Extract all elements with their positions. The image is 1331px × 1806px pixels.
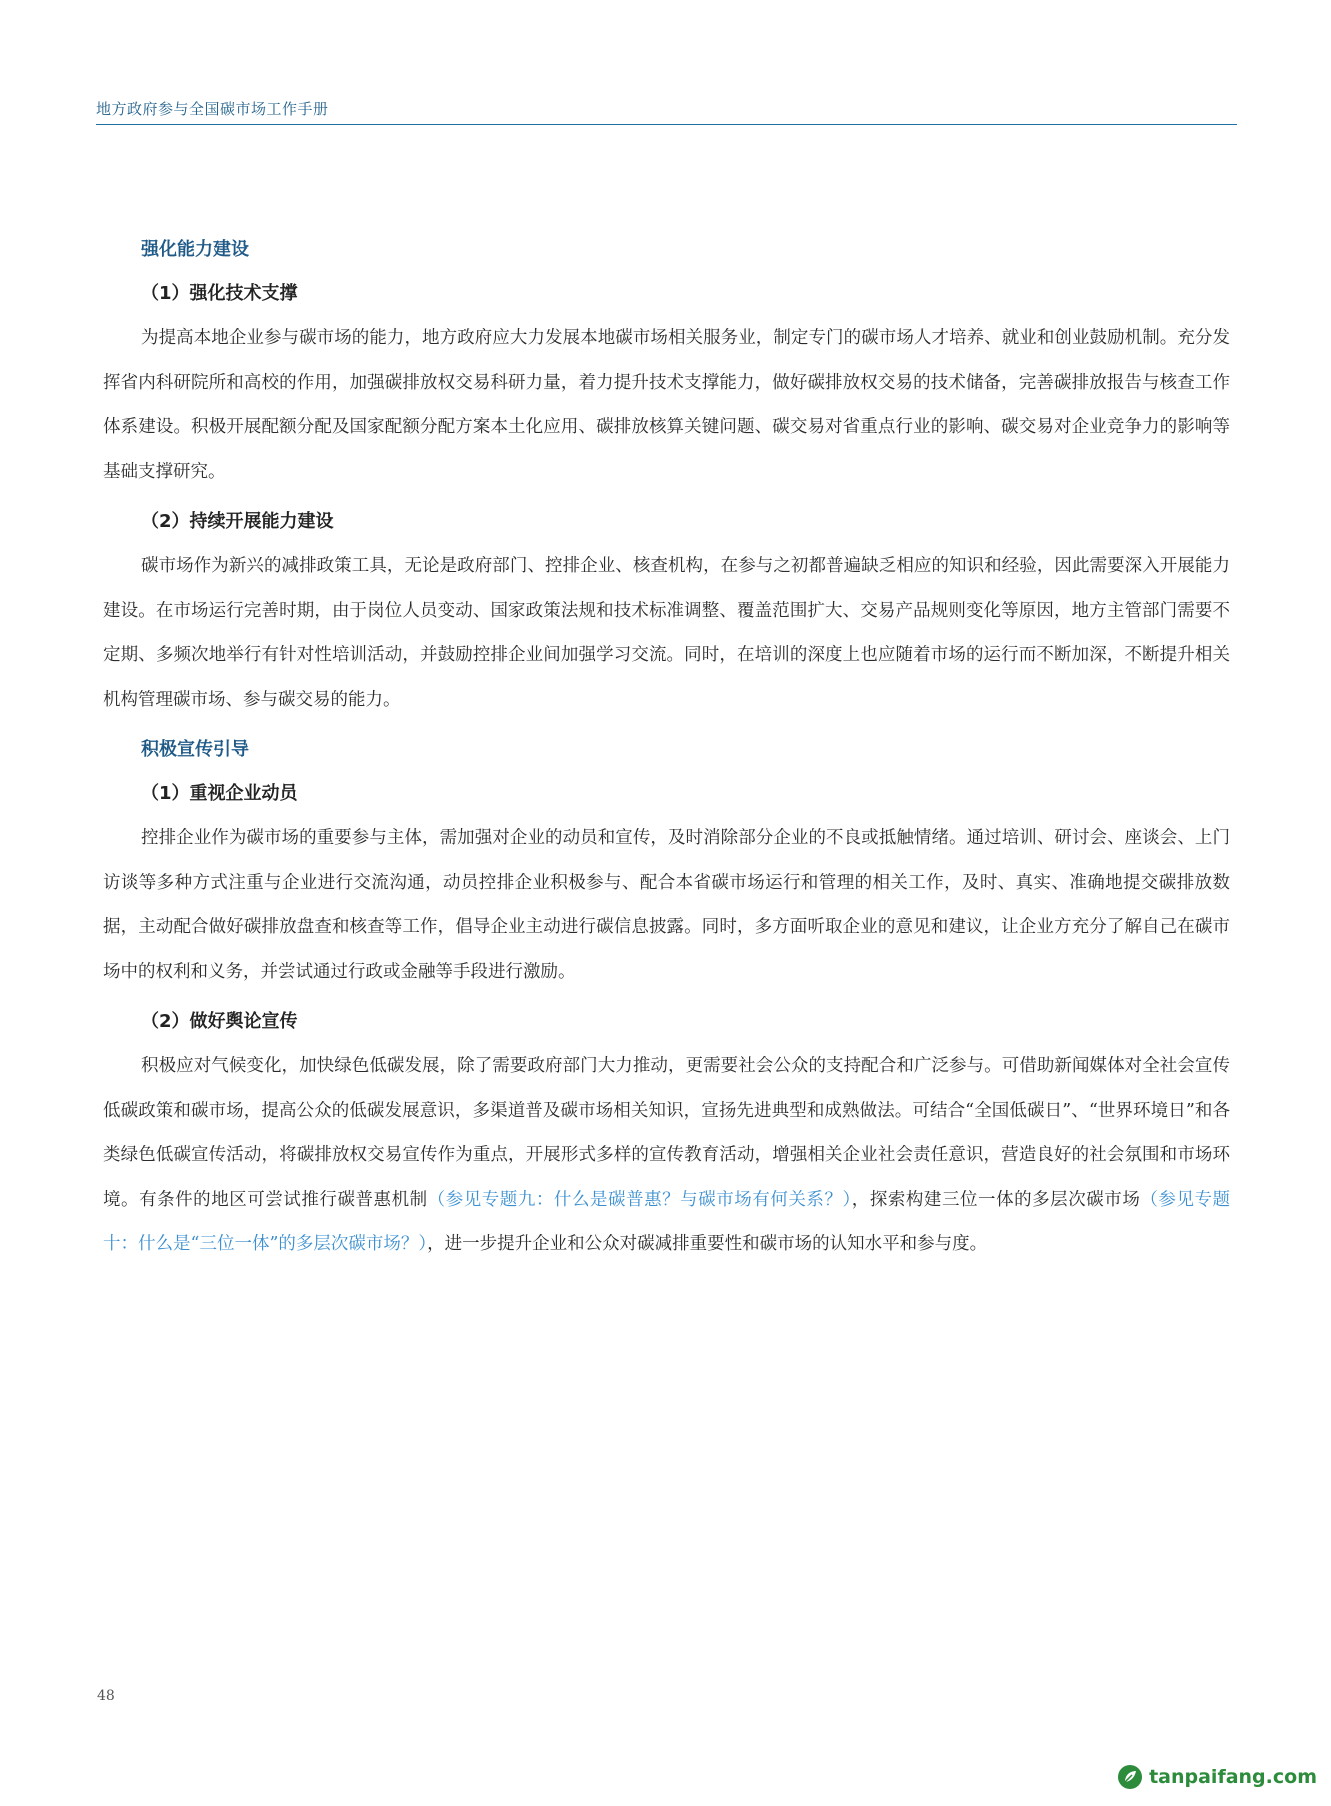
cross-reference-link-topic-9[interactable]: （参见专题九：什么是碳普惠？与碳市场有何关系？）	[427, 1189, 852, 1210]
section-title-publicity: 积极宣传引导	[141, 739, 249, 760]
paragraph-text-part-c: ，进一步提升企业和公众对碳减排重要性和碳市场的认知水平和参与度。	[427, 1234, 988, 1254]
paragraph-text-part-a: 积极应对气候变化，加快绿色低碳发展，除了需要政府部门大力推动，更需要社会公众的支持配合和广泛参与。可借助新闻媒体对全社会宣传低碳政策和碳市场，提高公众的低碳发展意识，多渠道普及碳市场相关知识，宣扬先进典型和成熟做法。可结合“全国低碳日”、“世界环境日”和各类绿色低碳宣传活动，将碳排放权交易宣传作为重点，开展形式多样的宣传教育活动，增强相关企业社会责任意识，营造良好的社会氛围和市场环境。有条件的地区可尝试推行碳普惠机制	[103, 1056, 1230, 1210]
subsection-title-public-opinion: （2）做好舆论宣传	[141, 1011, 298, 1032]
paragraph-tech-support: 为提高本地企业参与碳市场的能力，地方政府应大力发展本地碳市场相关服务业，制定专门的碳市场人才培养、就业和创业鼓励机制。充分发挥省内科研院所和高校的作用，加强碳排放权交易科研力量，着力提升技术支撑能力，做好碳排放权交易的技术储备，完善碳排放报告与核查工作体系建设。积极开展配额分配及国家配额分配方案本土化应用、碳排放核算关键问题、碳交易对省重点行业的影响、碳交易对企业竞争力的影响等基础支撑研究。	[103, 328, 1230, 482]
cross-reference-link-topic-10[interactable]: （参见专题十：什么是“三位一体”的多层次碳市场？）	[103, 1189, 1231, 1254]
running-header: 地方政府参与全国碳市场工作手册	[96, 100, 329, 118]
header-divider	[96, 124, 1237, 125]
main-content	[103, 228, 1230, 1273]
paragraph-text-part-b: ，探索构建三位一体的多层次碳市场	[851, 1189, 1141, 1210]
subsection-title-capacity-building: （2）持续开展能力建设	[141, 511, 334, 532]
page-number: 48	[97, 1688, 115, 1704]
subsection-title-tech-support: （1）强化技术支撑	[141, 283, 298, 304]
watermark-text: tanpaifang.com	[1149, 1766, 1317, 1788]
paragraph-enterprise-mobilization: 控排企业作为碳市场的重要参与主体，需加强对企业的动员和宣传，及时消除部分企业的不良或抵触情绪。通过培训、研讨会、座谈会、上门访谈等多种方式注重与企业进行交流沟通，动员控排企业积极参与、配合本省碳市场运行和管理的相关工作，及时、真实、准确地提交碳排放数据，主动配合做好碳排放盘查和核查等工作，倡导企业主动进行碳信息披露。同时，多方面听取企业的意见和建议，让企业方充分了解自己在碳市场中的权利和义务，并尝试通过行政或金融等手段进行激励。	[103, 828, 1230, 982]
subsection-title-enterprise-mobilization: （1）重视企业动员	[141, 783, 298, 804]
paragraph-capacity-building: 碳市场作为新兴的减排政策工具，无论是政府部门、控排企业、核查机构，在参与之初都普遍缺乏相应的知识和经验，因此需要深入开展能力建设。在市场运行完善时期，由于岗位人员变动、国家政策法规和技术标准调整、覆盖范围扩大、交易产品规则变化等原因，地方主管部门需要不定期、多频次地举行有针对性培训活动，并鼓励控排企业间加强学习交流。同时，在培训的深度上也应随着市场的运行而不断加深，不断提升相关机构管理碳市场、参与碳交易的能力。	[103, 556, 1230, 710]
paragraph-public-opinion	[103, 1044, 1230, 1267]
section-title-capacity: 强化能力建设	[141, 239, 249, 260]
watermark	[1117, 1764, 1317, 1790]
tanpaifang-logo-icon	[1117, 1764, 1143, 1790]
